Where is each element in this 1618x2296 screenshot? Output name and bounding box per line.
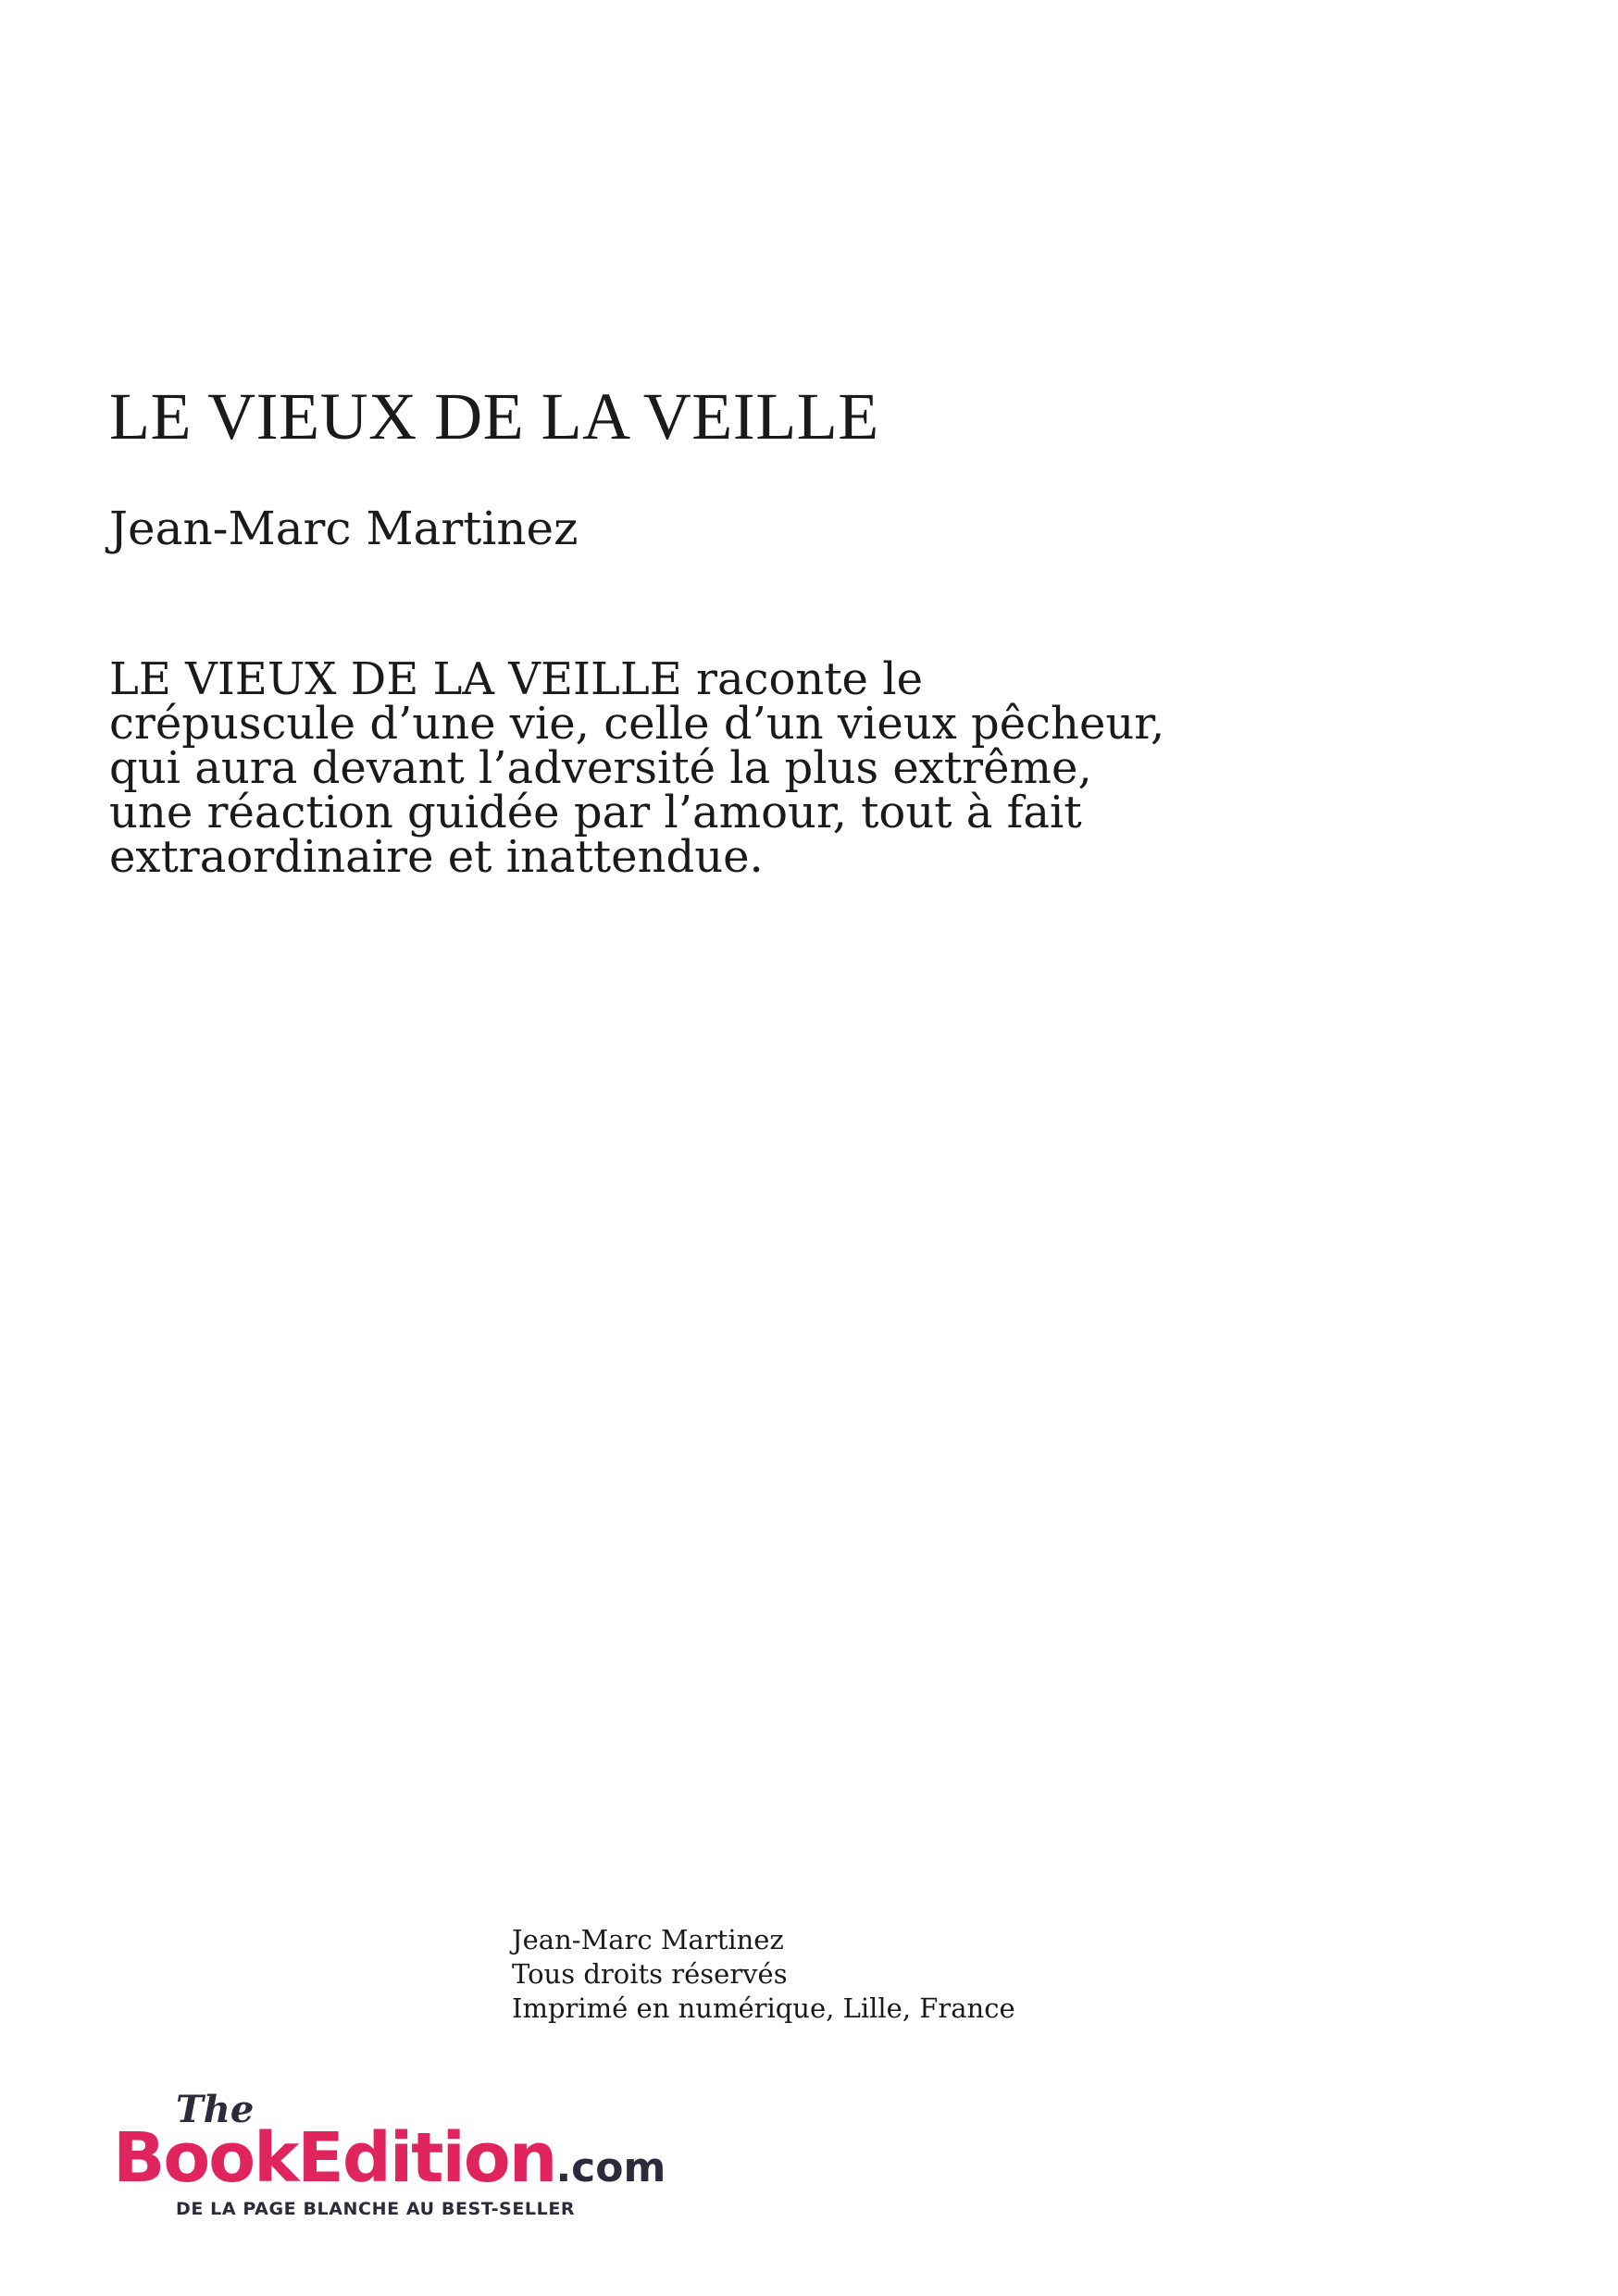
book-title: LE VIEUX DE LA VEILLE [109, 379, 879, 453]
imprint-rights: Tous droits réservés [512, 1958, 788, 1990]
logo-the-word: The [176, 2088, 255, 2131]
summary-line: extraordinaire et inattendue. [109, 831, 764, 883]
book-summary [109, 653, 1313, 883]
imprint-author: Jean-Marc Martinez [512, 1924, 784, 1955]
summary-line: crépuscule d’une vie, celle d’un vieux pêcheur, [109, 698, 1165, 750]
summary-line: une réaction guidée par l’amour, tout à fait [109, 787, 1082, 838]
logo-wordmark [113, 2118, 666, 2205]
summary-line: qui aura devant l’adversité la plus extrême, [109, 742, 1092, 794]
imprint-printing: Imprimé en numérique, Lille, France [512, 1992, 1015, 2024]
imprint-block [512, 1923, 1015, 2026]
logo-tagline: DE LA PAGE BLANCHE AU BEST-SELLER [176, 2199, 576, 2219]
logo-domain: .com [555, 2144, 666, 2191]
author-name: Jean-Marc Martinez [109, 502, 579, 555]
publisher-logo [113, 2090, 668, 2219]
logo-brand: BookEdition [113, 2118, 556, 2198]
summary-line: LE VIEUX DE LA VEILLE raconte le [109, 653, 923, 705]
